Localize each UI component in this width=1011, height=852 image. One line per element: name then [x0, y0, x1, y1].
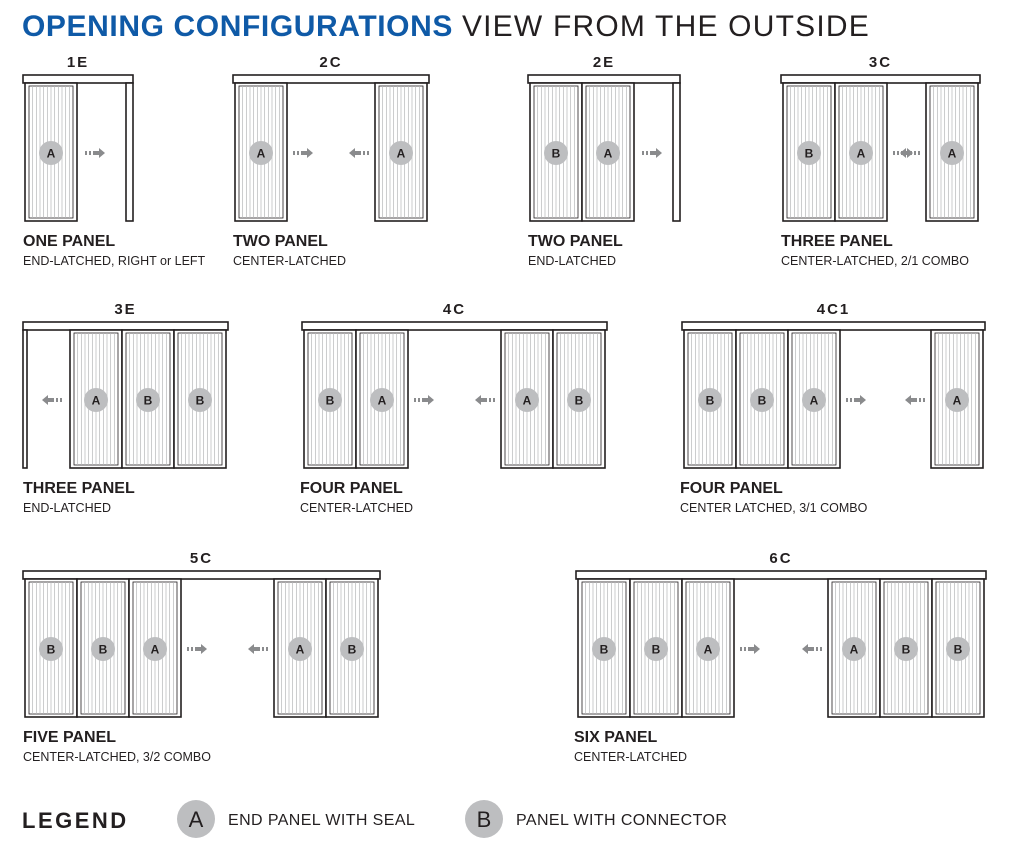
panel-badge-letter: A — [856, 146, 866, 161]
panel-b — [174, 330, 226, 468]
slide-arrow-left — [802, 644, 822, 654]
arrow-dash — [646, 151, 648, 155]
slide-arrow-right — [187, 644, 207, 654]
panel-badge-letter: A — [295, 642, 305, 657]
arrow-shaft — [854, 398, 860, 402]
config-name: FOUR PANEL — [680, 480, 783, 497]
panel-b — [736, 330, 788, 468]
arrow-dash — [740, 647, 742, 651]
arrow-dash — [363, 151, 365, 155]
slide-arrow-left — [42, 395, 62, 405]
panel-badge-letter: B — [347, 642, 357, 657]
panel-badge-letter: A — [150, 642, 160, 657]
arrow-head — [42, 395, 48, 405]
panel-a — [582, 83, 634, 221]
arrow-dash — [418, 398, 420, 402]
panel-b — [630, 579, 682, 717]
header-track — [23, 571, 380, 579]
legend-item-a — [177, 800, 415, 838]
config-code: 5C — [189, 550, 214, 567]
arrow-shaft — [301, 151, 307, 155]
config-name: FOUR PANEL — [300, 480, 403, 497]
arrow-dash — [923, 398, 925, 402]
config-4c1 — [680, 301, 985, 515]
config-description: CENTER-LATCHED, 2/1 COMBO — [781, 254, 969, 268]
panel-badge-letter: A — [91, 393, 101, 408]
legend-item-text: END PANEL WITH SEAL — [228, 812, 416, 829]
arrow-head — [802, 644, 808, 654]
panel-badge-letter: B — [757, 393, 767, 408]
arrow-head — [475, 395, 481, 405]
arrow-dash — [297, 151, 299, 155]
slide-arrow-right — [846, 395, 866, 405]
panel-a — [501, 330, 553, 468]
arrow-dash — [820, 647, 822, 651]
config-description: CENTER-LATCHED — [233, 254, 346, 268]
arrow-dash — [293, 151, 295, 155]
config-description: CENTER LATCHED, 3/1 COMBO — [680, 501, 868, 515]
panel-badge-letter: A — [809, 393, 819, 408]
panel-badge-letter: A — [396, 146, 406, 161]
page-title-bold: OPENING CONFIGURATIONS — [22, 10, 453, 43]
arrow-dash — [266, 647, 268, 651]
config-description: CENTER-LATCHED, 3/2 COMBO — [23, 750, 211, 764]
slide-arrow-left — [905, 395, 925, 405]
config-name: TWO PANEL — [233, 233, 328, 250]
arrow-shaft — [254, 647, 260, 651]
arrow-dash — [919, 398, 921, 402]
config-code: 1E — [66, 54, 90, 71]
panel-badge-letter: B — [804, 146, 814, 161]
panel-a — [788, 330, 840, 468]
panel-badge-letter: A — [46, 146, 56, 161]
panel-badge-letter: B — [705, 393, 715, 408]
panel-b — [553, 330, 605, 468]
header-track — [781, 75, 980, 83]
header-track — [23, 322, 228, 330]
legend-title: LEGEND — [22, 808, 129, 833]
panel-b — [326, 579, 378, 717]
slide-arrow-left — [475, 395, 495, 405]
panel-a — [70, 330, 122, 468]
panel-badge-letter: B — [953, 642, 963, 657]
arrow-head — [349, 148, 355, 158]
panel-a — [931, 330, 983, 468]
config-description: END-LATCHED — [528, 254, 616, 268]
legend-badge-letter: A — [188, 807, 204, 832]
header-track — [23, 75, 133, 83]
arrow-head — [900, 148, 906, 158]
arrow-dash — [187, 647, 189, 651]
panel-b — [122, 330, 174, 468]
config-code: 2C — [319, 54, 343, 71]
panel-badge-letter: B — [98, 642, 108, 657]
arrow-dash — [489, 398, 491, 402]
arrow-shaft — [195, 647, 201, 651]
jamb-post — [673, 83, 680, 221]
arrow-dash — [816, 647, 818, 651]
arrow-shaft — [355, 151, 361, 155]
header-track — [302, 322, 607, 330]
panel-b — [880, 579, 932, 717]
config-description: CENTER-LATCHED — [574, 750, 687, 764]
header-track — [682, 322, 985, 330]
slide-arrow-left — [248, 644, 268, 654]
config-code: 4C1 — [816, 301, 851, 318]
arrow-dash — [897, 151, 899, 155]
legend — [22, 800, 727, 838]
arrow-dash — [846, 398, 848, 402]
arrow-shaft — [808, 647, 814, 651]
config-name: THREE PANEL — [23, 480, 135, 497]
panel-badge-letter: A — [603, 146, 613, 161]
page-title-light: VIEW FROM THE OUTSIDE — [461, 10, 870, 43]
arrow-shaft — [911, 398, 917, 402]
panel-b — [25, 579, 77, 717]
legend-item-b — [465, 800, 727, 838]
slide-arrow-right — [414, 395, 434, 405]
panel-a — [375, 83, 427, 221]
panel-a — [356, 330, 408, 468]
config-2e — [528, 54, 680, 268]
panel-a — [835, 83, 887, 221]
panel-b — [304, 330, 356, 468]
arrow-shaft — [422, 398, 428, 402]
arrow-head — [248, 644, 254, 654]
arrow-shaft — [481, 398, 487, 402]
panel-badge-letter: B — [46, 642, 56, 657]
panel-a — [235, 83, 287, 221]
arrow-dash — [642, 151, 644, 155]
config-code: 3C — [868, 54, 893, 71]
panel-badge-letter: B — [651, 642, 661, 657]
config-3e — [23, 301, 228, 515]
config-name: THREE PANEL — [781, 233, 893, 250]
jamb-post — [23, 330, 27, 468]
panel-a — [682, 579, 734, 717]
arrow-dash — [918, 151, 920, 155]
panel-a — [129, 579, 181, 717]
config-name: SIX PANEL — [574, 729, 658, 746]
slide-arrow-right — [293, 148, 313, 158]
panel-b — [77, 579, 129, 717]
arrow-dash — [850, 398, 852, 402]
panel-badge-letter: A — [849, 642, 859, 657]
panel-badge-letter: A — [947, 146, 957, 161]
panel-badge-letter: B — [195, 393, 205, 408]
header-track — [528, 75, 680, 83]
panel-badge-letter: B — [599, 642, 609, 657]
config-description: END-LATCHED — [23, 501, 111, 515]
config-2c — [233, 54, 429, 268]
config-name: TWO PANEL — [528, 233, 623, 250]
panel-a — [274, 579, 326, 717]
panel-b — [932, 579, 984, 717]
arrow-shaft — [906, 151, 912, 155]
config-code: 2E — [592, 54, 616, 71]
arrow-head — [656, 148, 662, 158]
panel-badge-letter: B — [325, 393, 335, 408]
arrow-dash — [89, 151, 91, 155]
panel-a — [926, 83, 978, 221]
arrow-dash — [60, 398, 62, 402]
panel-badge-letter: B — [901, 642, 911, 657]
header-track — [233, 75, 429, 83]
arrow-head — [860, 395, 866, 405]
config-description: END-LATCHED, RIGHT or LEFT — [23, 254, 206, 268]
panel-badge-letter: B — [551, 146, 561, 161]
arrow-shaft — [748, 647, 754, 651]
panel-a — [828, 579, 880, 717]
panel-badge-letter: B — [143, 393, 153, 408]
arrow-head — [754, 644, 760, 654]
arrow-shaft — [650, 151, 656, 155]
arrow-head — [201, 644, 207, 654]
arrow-shaft — [93, 151, 99, 155]
arrow-head — [99, 148, 105, 158]
slide-arrow-left — [349, 148, 369, 158]
panel-badge-letter: A — [703, 642, 713, 657]
panel-badge-letter: A — [952, 393, 962, 408]
arrow-dash — [493, 398, 495, 402]
arrow-head — [307, 148, 313, 158]
panel-badge-letter: A — [256, 146, 266, 161]
arrow-dash — [85, 151, 87, 155]
panel-b — [783, 83, 835, 221]
config-4c — [300, 301, 607, 515]
config-6c — [574, 550, 986, 764]
config-name: ONE PANEL — [23, 233, 116, 250]
panel-a — [25, 83, 77, 221]
config-3c — [781, 54, 980, 268]
config-name: FIVE PANEL — [23, 729, 117, 746]
config-1e — [23, 54, 206, 268]
arrow-dash — [414, 398, 416, 402]
arrow-dash — [56, 398, 58, 402]
config-5c — [23, 550, 380, 764]
arrow-dash — [367, 151, 369, 155]
panel-badge-letter: B — [574, 393, 584, 408]
config-code: 4C — [442, 301, 467, 318]
arrow-dash — [893, 151, 895, 155]
arrow-shaft — [48, 398, 54, 402]
panel-badge-letter: A — [522, 393, 532, 408]
arrow-dash — [262, 647, 264, 651]
arrow-dash — [191, 647, 193, 651]
slide-arrow-right — [85, 148, 105, 158]
arrow-head — [428, 395, 434, 405]
arrow-dash — [744, 647, 746, 651]
config-code: 6C — [769, 550, 793, 567]
panel-b — [530, 83, 582, 221]
header-track — [576, 571, 986, 579]
panel-badge-letter: A — [377, 393, 387, 408]
legend-badge-letter: B — [476, 807, 492, 832]
slide-arrow-left — [900, 148, 920, 158]
slide-arrow-right — [642, 148, 662, 158]
legend-item-text: PANEL WITH CONNECTOR — [516, 812, 728, 829]
slide-arrow-right — [740, 644, 760, 654]
config-description: CENTER-LATCHED — [300, 501, 413, 515]
panel-b — [684, 330, 736, 468]
arrow-dash — [914, 151, 916, 155]
panel-b — [578, 579, 630, 717]
arrow-head — [905, 395, 911, 405]
jamb-post — [126, 83, 133, 221]
config-code: 3E — [114, 301, 137, 318]
